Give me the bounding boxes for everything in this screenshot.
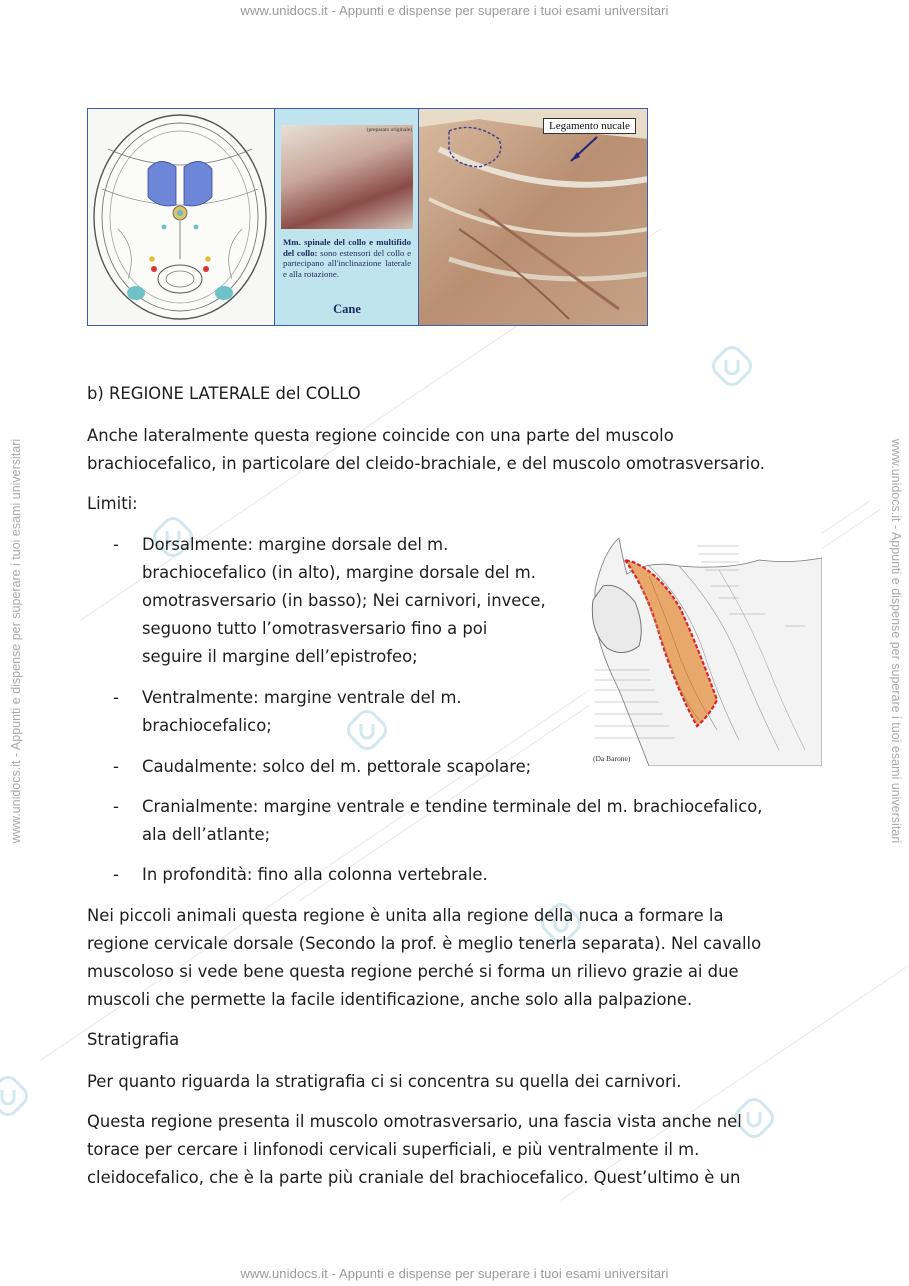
- list-item-line: In profondità: fino alla colonna vertebrale.: [142, 865, 488, 884]
- list-bullet: -: [113, 757, 119, 776]
- list-item-line: brachiocefalico;: [142, 716, 272, 735]
- list-item-line: seguire il margine dell’epistrofeo;: [142, 647, 418, 666]
- figure-strip: [87, 108, 648, 326]
- list-item-line: Caudalmente: solco del m. pettorale scapolare;: [142, 757, 532, 776]
- paragraph-line: Nei piccoli animali questa regione è unita alla regione della nuca a formare la: [87, 906, 724, 925]
- nuchal-ligament-panel: [419, 108, 648, 326]
- paragraph-line: cleidocefalico, che è la parte più craniale del brachiocefalico. Quest’ultimo è un: [87, 1168, 741, 1187]
- dissection-photo: [281, 125, 413, 229]
- dog-dissection-panel: [275, 108, 419, 326]
- paragraph-line: muscoli che permette la facile identificazione, anche solo alla palpazione.: [87, 990, 693, 1009]
- caption-title: Mm. spinale del collo e multifido del collo:: [283, 237, 411, 258]
- list-item-line: brachiocefalico (in alto), margine dorsale del m.: [142, 563, 536, 582]
- paragraph-line: muscoloso si vede bene questa regione perché si forma un rilievo grazie ai due: [87, 962, 739, 981]
- cross-section-panel: [87, 108, 275, 326]
- intro-line: brachiocefalico, in particolare del cleido-brachiale, e del muscolo omotrasversario.: [87, 454, 766, 473]
- list-bullet: -: [113, 688, 119, 707]
- list-item-line: ala dell’atlante;: [142, 825, 271, 844]
- cross-section-diagram: [88, 109, 275, 326]
- list-bullet: -: [113, 535, 119, 554]
- watermark-right: www.unidocs.it - Appunti e dispense per superare i tuoi esami universitari: [889, 438, 903, 844]
- ligament-label: Legamento nucale: [543, 118, 636, 134]
- watermark-bottom: www.unidocs.it - Appunti e dispense per superare i tuoi esami universitari: [240, 1266, 669, 1281]
- paragraph-line: regione cervicale dorsale (Secondo la prof. è meglio tenerla separata). Nel cavallo: [87, 934, 762, 953]
- paragraph-line: Per quanto riguarda la stratigrafia ci si concentra su quella dei carnivori.: [87, 1072, 682, 1091]
- species-label: Cane: [333, 302, 361, 316]
- list-bullet: -: [113, 797, 119, 816]
- list-item-line: Ventralmente: margine ventrale del m.: [142, 688, 462, 707]
- unidocs-logo-icon: [347, 710, 387, 750]
- intro-line: Anche lateralmente questa regione coincide con una parte del muscolo: [87, 426, 674, 445]
- watermark-left: www.unidocs.it - Appunti e dispense per superare i tuoi esami universitari: [9, 438, 23, 844]
- list-item-line: seguono tutto l’omotrasversario fino a poi: [142, 619, 488, 638]
- photo-note: (preparato originale): [366, 127, 412, 133]
- horse-neck-figure: [589, 530, 822, 766]
- figure-credit: (Da Barone): [593, 754, 631, 763]
- limits-label: Limiti:: [87, 494, 138, 513]
- horse-neck-drawing: [589, 530, 822, 766]
- paragraph-line: Questa regione presenta il muscolo omotrasversario, una fascia vista anche nel: [87, 1112, 742, 1131]
- stratigrafia-heading: Stratigrafia: [87, 1030, 180, 1049]
- nuchal-dissection-photo: [419, 109, 648, 326]
- list-item-line: Dorsalmente: margine dorsale del m.: [142, 535, 449, 554]
- watermark-top: www.unidocs.it - Appunti e dispense per superare i tuoi esami universitari: [240, 3, 669, 18]
- paragraph-line: torace per cercare i linfonodi cervicali superficiali, e più ventralmente il m.: [87, 1140, 700, 1159]
- list-item-line: Cranialmente: margine ventrale e tendine terminale del m. brachiocefalico,: [142, 797, 763, 816]
- caption-body: sono estensori del collo e partecipano all'inclinazione laterale e alla rotazione.: [283, 247, 411, 279]
- panel-caption: [283, 237, 411, 279]
- section-heading: b) REGIONE LATERALE del COLLO: [87, 384, 361, 403]
- list-item-line: omotrasversario (in basso); Nei carnivori, invece,: [142, 591, 546, 610]
- unidocs-logo-icon: [712, 346, 752, 386]
- unidocs-logo-icon: [0, 1076, 28, 1116]
- list-bullet: -: [113, 865, 119, 884]
